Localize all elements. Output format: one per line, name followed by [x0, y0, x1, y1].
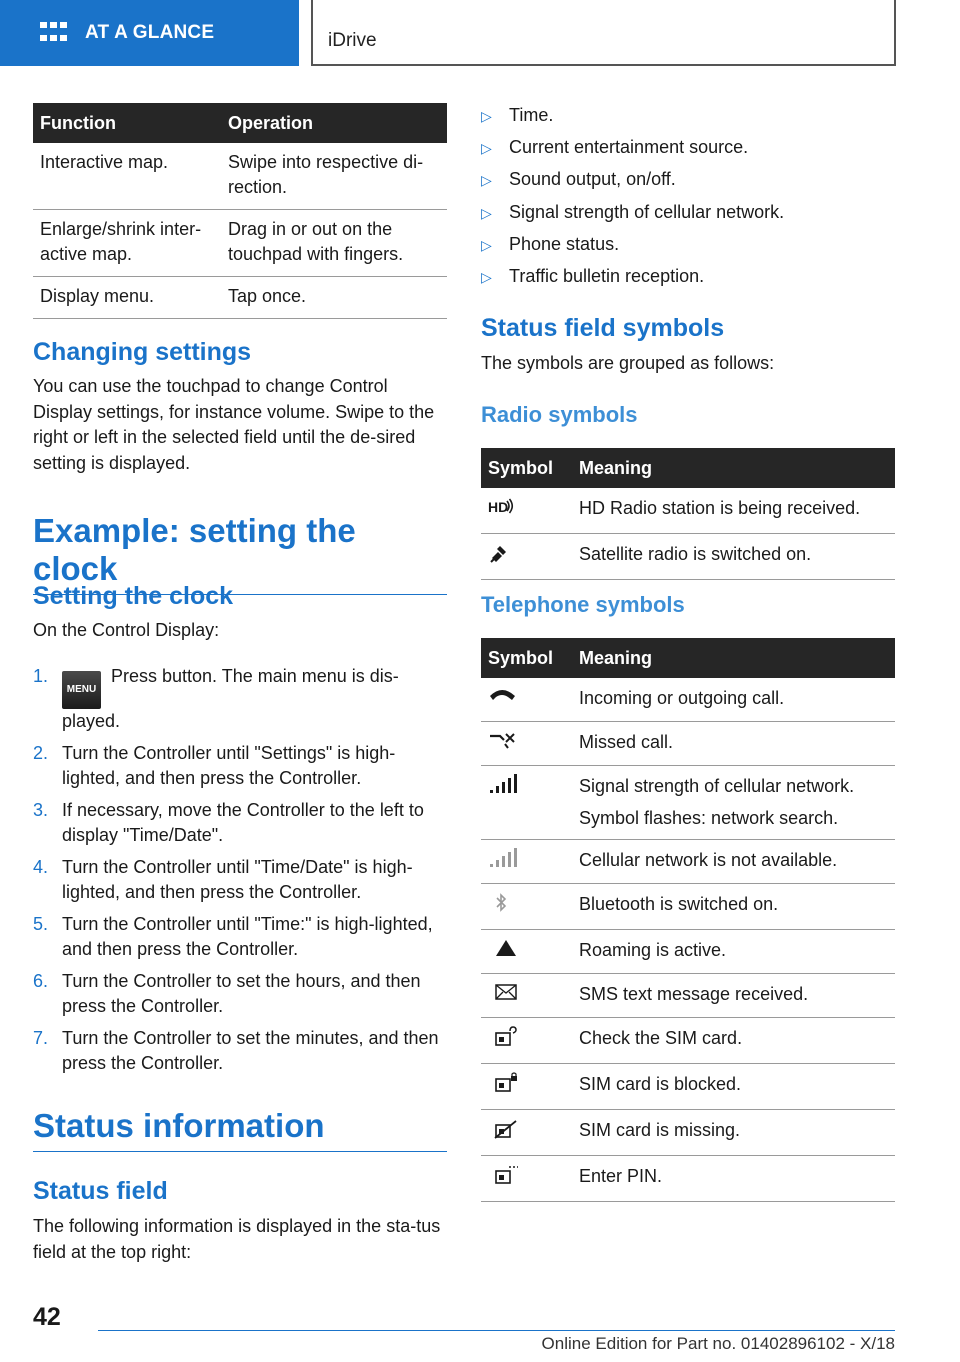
symbols-heading: Status field symbols	[481, 314, 725, 342]
table-header-meaning: Meaning	[572, 448, 895, 488]
triangle-bullet-icon: ▷	[481, 108, 492, 124]
changing-settings-heading: Changing settings	[33, 338, 252, 366]
table-cell: Tap once.	[221, 277, 447, 319]
table-row	[481, 930, 895, 974]
sms-icon	[488, 982, 518, 1002]
triangle-bullet-icon: ▷	[481, 204, 492, 221]
signal-strength-icon	[488, 774, 518, 794]
table-row	[481, 1064, 895, 1110]
clock-steps	[33, 664, 447, 1083]
table-cell: Interactive map.	[33, 143, 221, 210]
footer-edition: Online Edition for Part no. 01402896102 - X/18	[541, 1334, 895, 1353]
status-field-heading: Status field	[33, 1177, 168, 1205]
list-item: 4. Turn the Controller until "Time/Date" is high-lighted, and then press the Controller.	[33, 856, 413, 902]
symbol-meaning: Missed call.	[572, 722, 895, 766]
roaming-icon	[488, 938, 518, 958]
table-row	[481, 884, 895, 930]
list-item: ▷ Signal strength of cellular network.	[481, 201, 785, 222]
symbol-note: Symbol flashes: network search.	[579, 808, 839, 828]
sim-missing-icon	[488, 1118, 518, 1140]
table-row	[481, 534, 895, 580]
table-row	[481, 1156, 895, 1202]
page-number: 42	[33, 1303, 61, 1331]
radio-symbols-heading: Radio symbols	[481, 402, 638, 427]
table-row	[481, 1110, 895, 1156]
symbols-intro: The symbols are grouped as follows:	[481, 353, 775, 373]
table-row	[481, 722, 895, 766]
symbol-meaning: Roaming is active.	[572, 930, 895, 974]
table-header-row	[481, 638, 895, 678]
example-heading: Example: setting the clock	[33, 512, 447, 595]
function-table	[33, 103, 447, 319]
symbol-meaning: SIM card is blocked.	[572, 1064, 895, 1110]
section-title: iDrive	[328, 30, 377, 51]
symbol-meaning: Check the SIM card.	[572, 1018, 895, 1064]
table-header-row	[33, 103, 447, 143]
chapter-tab[interactable]	[0, 0, 299, 66]
table-row	[481, 766, 895, 840]
section-header	[311, 0, 896, 66]
setting-clock-heading: Setting the clock	[33, 582, 234, 610]
status-field-text: The following information is displayed in the sta-tus field at the top right:	[33, 1216, 441, 1262]
table-header-operation: Operation	[221, 103, 447, 143]
table-cell: Swipe into respective di-rection.	[221, 143, 447, 210]
chapter-tab-label: AT A GLANCE	[85, 22, 215, 43]
list-item: 5. Turn the Controller until "Time:" is high-lighted, and then press the Controller.	[33, 913, 433, 959]
list-item: ▷ Time.	[481, 105, 554, 125]
table-row	[481, 974, 895, 1018]
symbol-meaning: Incoming or outgoing call.	[572, 678, 895, 722]
phone-call-icon	[488, 686, 518, 706]
list-item: 7. Turn the Controller to set the minutes, and then press the Controller.	[33, 1027, 439, 1073]
telephone-symbols-heading: Telephone symbols	[481, 592, 685, 617]
list-item: 1. MENUPress button. The main menu is dis-played.	[33, 666, 399, 731]
table-row	[33, 277, 447, 319]
table-cell: Enlarge/shrink inter-active map.	[33, 210, 221, 277]
missed-call-icon	[488, 730, 518, 750]
table-header-meaning: Meaning	[572, 638, 895, 678]
table-row	[481, 1018, 895, 1064]
symbol-meaning: Signal strength of cellular network. Symbol flashes: network search.	[572, 766, 895, 840]
triangle-bullet-icon: ▷	[481, 172, 492, 189]
table-cell: Drag in or out on the touchpad with fingers.	[221, 210, 447, 277]
table-header-symbol: Symbol	[481, 448, 572, 488]
status-field-list	[481, 105, 895, 298]
changing-settings-text: You can use the touchpad to change Control Display settings, for instance volume. Swipe to the right or left in the selected field until the de-sired setting is displayed.	[33, 376, 435, 473]
list-item: ▷ Sound output, on/off.	[481, 169, 676, 190]
list-item: 2. Turn the Controller until "Settings" is high-lighted, and then press the Controller.	[33, 742, 396, 788]
table-header-function: Function	[33, 103, 221, 143]
table-row	[481, 840, 895, 884]
triangle-bullet-icon: ▷	[481, 236, 492, 253]
status-information-heading: Status information	[33, 1107, 447, 1152]
list-item: ▷ Phone status.	[481, 233, 620, 254]
telephone-symbols-table	[481, 638, 895, 1202]
symbol-meaning: Satellite radio is switched on.	[572, 534, 895, 580]
list-item: ▷ Traffic bulletin reception.	[481, 265, 705, 286]
table-row	[33, 143, 447, 210]
no-network-icon	[488, 848, 518, 868]
table-row	[481, 488, 895, 534]
table-row	[481, 678, 895, 722]
menu-button-icon: MENU	[62, 671, 101, 709]
grid-icon	[40, 22, 67, 44]
bluetooth-icon	[488, 892, 518, 914]
hd-radio-icon	[488, 496, 514, 518]
table-header-row	[481, 448, 895, 488]
triangle-bullet-icon: ▷	[481, 140, 492, 157]
symbol-meaning: HD Radio station is being received.	[572, 488, 895, 534]
table-row	[33, 210, 447, 277]
table-cell: Display menu.	[33, 277, 221, 319]
symbol-meaning: Cellular network is not available.	[572, 840, 895, 884]
page-header	[0, 0, 960, 66]
sim-blocked-icon	[488, 1072, 518, 1094]
enter-pin-icon	[488, 1164, 518, 1186]
symbol-meaning: SIM card is missing.	[572, 1110, 895, 1156]
list-item: 6. Turn the Controller to set the hours, and then press the Controller.	[33, 970, 421, 1016]
list-item: 3. If necessary, move the Controller to the left to display "Time/Date".	[33, 799, 424, 845]
footer-divider	[98, 1330, 895, 1331]
sim-check-icon	[488, 1026, 518, 1048]
symbol-meaning: Enter PIN.	[572, 1156, 895, 1202]
table-header-symbol: Symbol	[481, 638, 572, 678]
satellite-radio-icon	[488, 542, 510, 564]
triangle-bullet-icon: ▷	[481, 268, 492, 285]
symbol-meaning: Bluetooth is switched on.	[572, 884, 895, 930]
symbol-meaning: SMS text message received.	[572, 974, 895, 1018]
setting-clock-intro: On the Control Display:	[33, 620, 220, 640]
radio-symbols-table	[481, 448, 895, 580]
svg-text:HD: HD	[488, 499, 509, 515]
list-item: ▷ Current entertainment source.	[481, 137, 749, 158]
